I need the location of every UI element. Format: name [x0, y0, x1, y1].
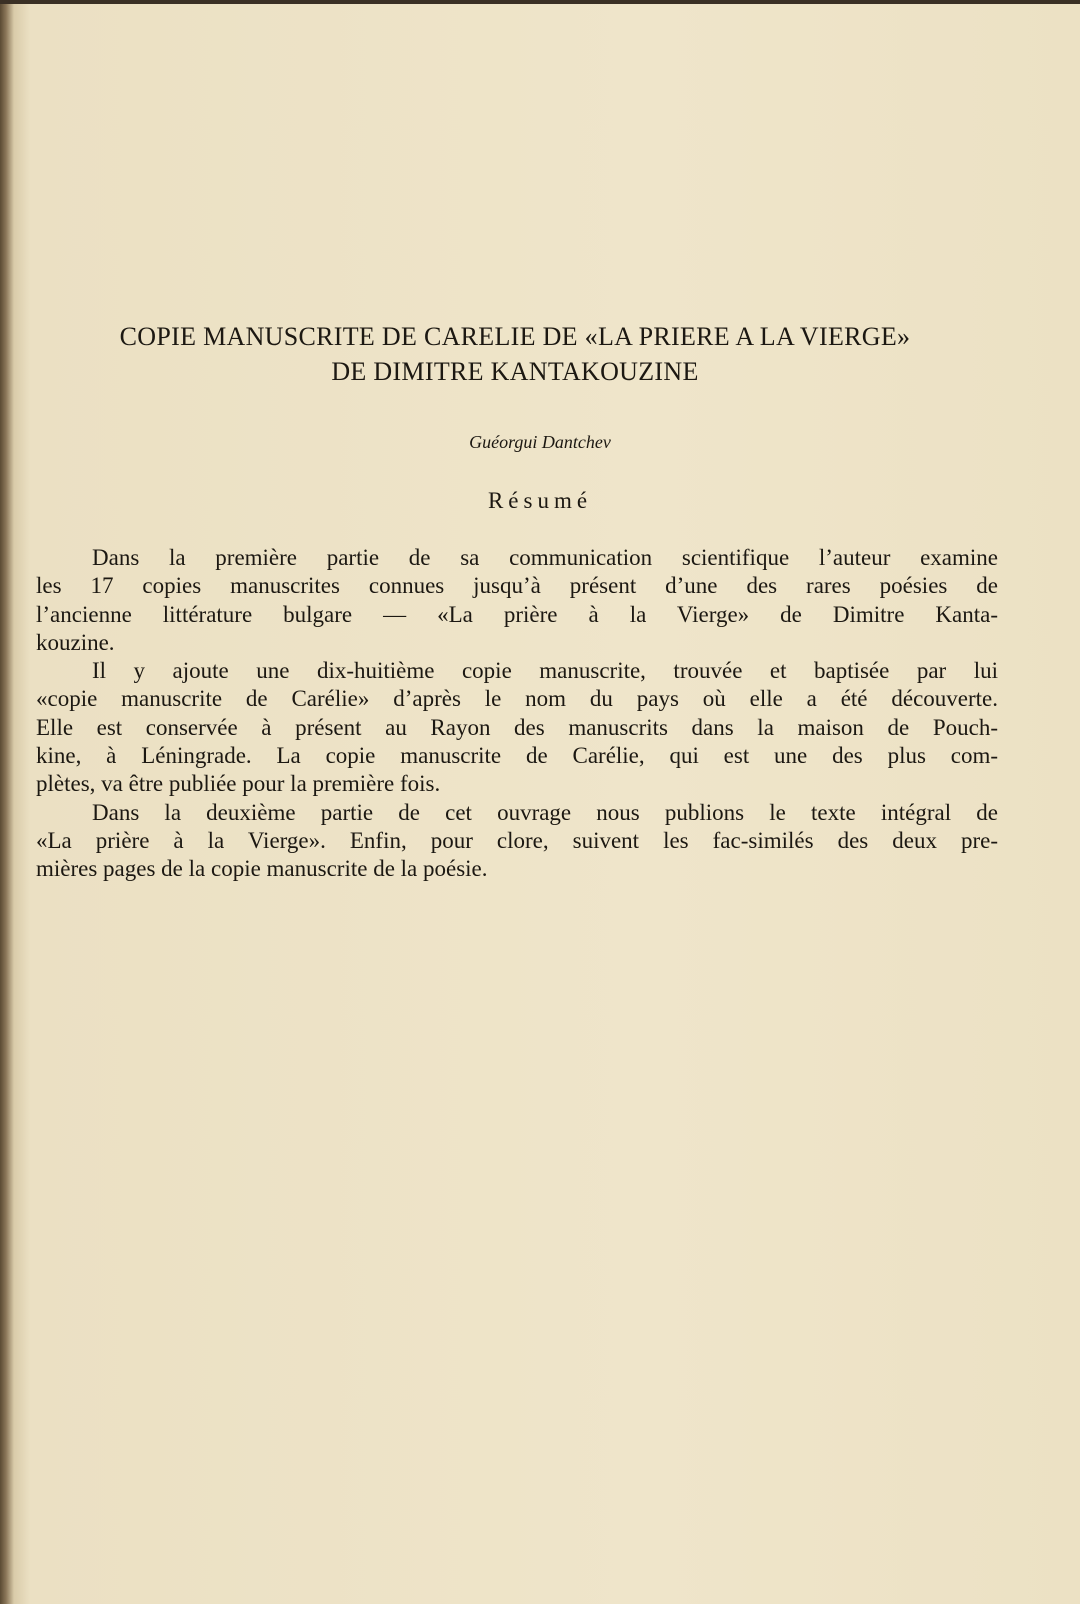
text-line: Elle est conservée à présent au Rayon des manuscrits dans la maison de Pouch- — [36, 714, 998, 740]
text-line: kine, à Léningrade. La copie manuscrite de Carélie, qui est une des plus com- — [36, 743, 998, 769]
article-title-line-1: COPIE MANUSCRITE DE CARELIE DE «LA PRIERE A LA VIERGE» — [119, 322, 911, 351]
text-line: kouzine. — [36, 629, 115, 655]
article-title-line-2: DE DIMITRE KANTAKOUZINE — [331, 357, 699, 386]
text-line: plètes, va être publiée pour la première fois. — [36, 771, 441, 797]
abstract-body — [36, 544, 998, 884]
section-heading: Résumé — [487, 488, 593, 513]
text-line: «La prière à la Vierge». Enfin, pour clore, suivent les fac-similés des deux pre- — [36, 827, 998, 853]
text-line: mières pages de la copie manuscrite de la poésie. — [36, 856, 488, 882]
text-line: Il y ajoute une dix-huitième copie manuscrite, trouvée et baptisée par lui — [92, 658, 998, 684]
text-line: l’ancienne littérature bulgare — «La prière à la Vierge» de Dimitre Kanta- — [36, 601, 998, 627]
paragraph-1 — [36, 544, 998, 657]
text-line: Dans la première partie de sa communication scientifique l’auteur examine — [92, 545, 998, 570]
paragraph-2 — [36, 657, 998, 798]
paragraph-3 — [36, 799, 998, 884]
page-top-edge — [0, 0, 1080, 4]
text-line: Dans la deuxième partie de cet ouvrage nous publions le texte intégral de — [92, 799, 998, 825]
text-line: les 17 copies manuscrites connues jusqu’à présent d’une des rares poésies de — [36, 573, 998, 599]
author-name: Guéorgui Dantchev — [469, 432, 611, 452]
text-line: «copie manuscrite de Carélie» d’après le nom du pays où elle a été découverte. — [36, 686, 998, 712]
